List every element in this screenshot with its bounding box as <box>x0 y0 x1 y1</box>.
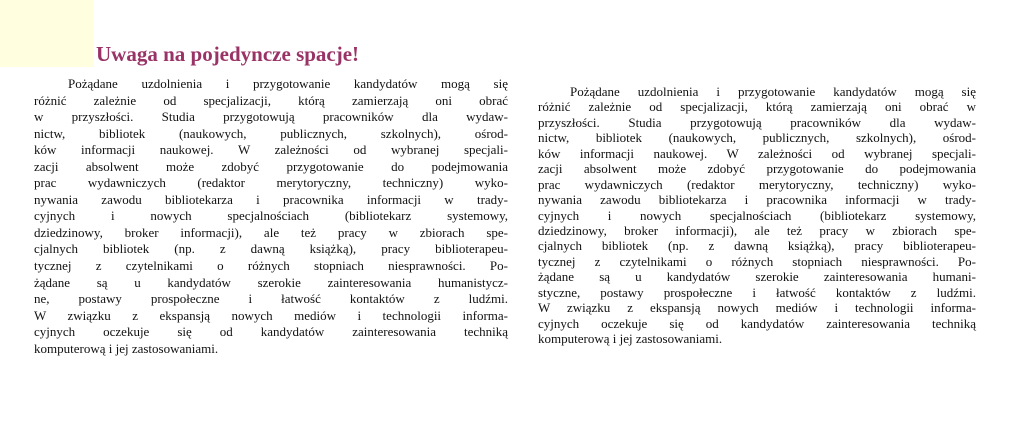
text-line: zacji absolwent może zdobyć przygotowanie do podejmowania <box>538 161 976 177</box>
text-line: nywania zawodu bibliotekarza i pracownika informacji w trady- <box>34 191 508 207</box>
text-line: prac wydawniczych (redaktor merytoryczny, techniczny) wyko- <box>34 175 508 191</box>
text-line: przyszłości. Studia przygotowują pracowników dla wydaw- <box>538 114 976 130</box>
text-line: tycznej z czytelnikami o różnych stopniach niesprawności. Po- <box>34 258 508 274</box>
text-line: żądane są u kandydatów szerokie zainteresowania humanistycz- <box>34 274 508 290</box>
text-line: W związku z ekspansją nowych mediów i technologii informa- <box>34 307 508 323</box>
text-line: cjalnych bibliotek (np. z dawną książką), pracy biblioterapeu- <box>538 238 976 254</box>
text-line: tycznej z czytelnikami o różnych stopniach niesprawności. Po- <box>538 253 976 269</box>
text-line: W związku z ekspansją nowych mediów i technologii informa- <box>538 300 976 316</box>
text-line: cyjnych oczekuje się od kandydatów zainteresowania techniką <box>34 324 508 340</box>
right-text-column <box>538 84 976 346</box>
text-line: komputerową i jej zastosowaniami. <box>34 340 219 356</box>
text-line: cyjnych oczekuje się od kandydatów zainteresowania techniką <box>538 315 976 331</box>
text-line: dziedzinowy, broker informacji), ale też pracy w zbiorach spe- <box>538 222 976 238</box>
text-line: cyjnych i nowych specjalnościach (bibliotekarz systemowy, <box>538 207 976 223</box>
text-line: dziedzinowy, broker informacji), ale też pracy w zbiorach spe- <box>34 224 508 240</box>
text-line: nywania zawodu bibliotekarza i pracownika informacji w trady- <box>538 192 976 208</box>
text-line: cjalnych bibliotek (np. z dawną książką), pracy biblioterapeu- <box>34 241 508 257</box>
text-line: żądane są u kandydatów szerokie zainteresowania humani- <box>538 269 976 285</box>
text-line: w przyszłości. Studia przygotowują pracowników dla wydaw- <box>34 109 508 125</box>
text-line: nictw, bibliotek (naukowych, publicznych, szkolnych), ośrod- <box>34 125 508 141</box>
text-line: zacji absolwent może zdobyć przygotowanie do podejmowania <box>34 158 508 174</box>
text-line: Pożądane uzdolnienia i przygotowanie kandydatów mogą się <box>570 84 976 99</box>
text-line: styczne, postawy prospołeczne i łatwość kontaktów z ludźmi. <box>538 284 976 300</box>
left-text-column <box>34 76 508 357</box>
text-line: nictw, bibliotek (naukowych, publicznych, szkolnych), ośrod- <box>538 130 976 146</box>
page-title: Uwaga na pojedyncze spacje! <box>96 42 360 66</box>
text-line: ne, postawy prospołeczne i łatwość kontaktów z ludźmi. <box>34 291 508 307</box>
text-line: prac wydawniczych (redaktor merytoryczny, techniczny) wyko- <box>538 176 976 192</box>
text-line: różnić zależnie od specjalizacji, którą zamierzają oni obrać <box>34 92 508 108</box>
highlight-box <box>0 0 94 67</box>
text-line: ków informacji naukowej. W zależności od wybranej specjali- <box>538 145 976 161</box>
text-line: komputerową i jej zastosowaniami. <box>538 331 723 346</box>
text-line: różnić zależnie od specjalizacji, którą zamierzają oni obrać w <box>538 99 976 115</box>
text-line: cyjnych i nowych specjalnościach (bibliotekarz systemowy, <box>34 208 508 224</box>
text-line: Pożądane uzdolnienia i przygotowanie kandydatów mogą się <box>68 76 508 91</box>
text-line: ków informacji naukowej. W zależności od wybranej specjali- <box>34 142 508 158</box>
